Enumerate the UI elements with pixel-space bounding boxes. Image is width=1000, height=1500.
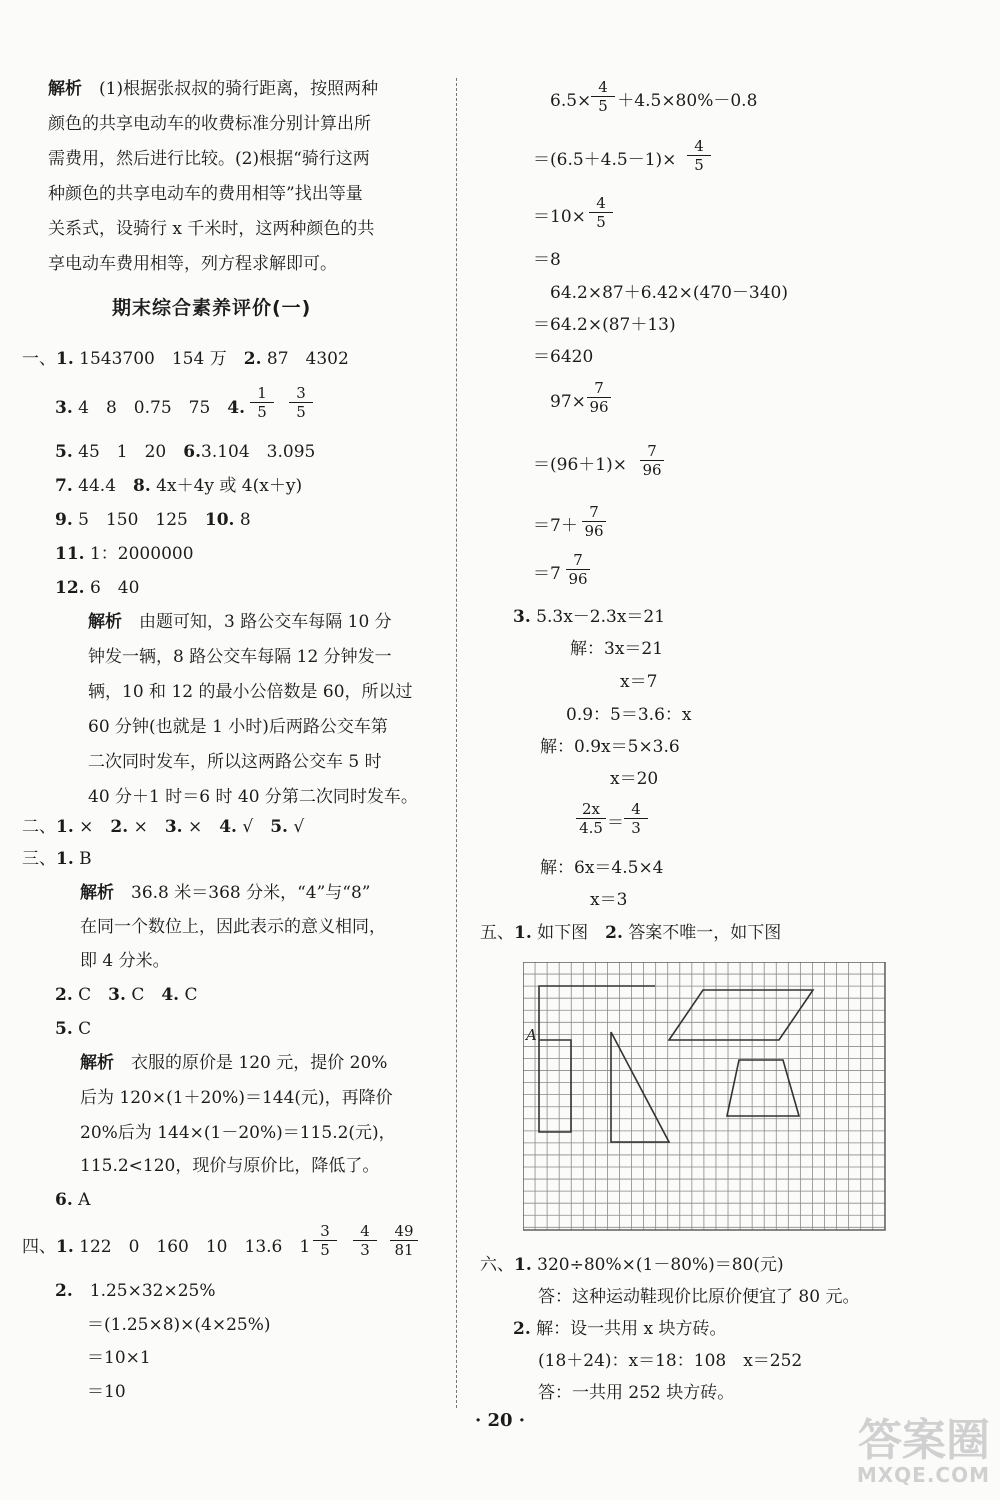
q6-answer: 3.104 3.095 bbox=[201, 442, 316, 462]
choice-answer: A bbox=[78, 1190, 91, 1210]
part3-row2 bbox=[55, 984, 198, 1006]
p5-answer: 答案不唯一，如下图 bbox=[628, 923, 782, 943]
q5-answer: 45 1 20 bbox=[78, 442, 184, 462]
q12-analysis-start bbox=[88, 611, 392, 633]
q-number: 8. bbox=[133, 476, 151, 496]
q3-answer: 4 8 0.75 75 bbox=[78, 398, 228, 418]
calc-line: ＝10×1 bbox=[87, 1348, 151, 1368]
q-number: 4. bbox=[161, 985, 180, 1005]
calc-line: ＝10 bbox=[87, 1382, 126, 1402]
analysis-line: 115.2<120，现价与原价比，降低了。 bbox=[80, 1156, 380, 1176]
point-label: A bbox=[526, 1026, 537, 1044]
denominator: 96 bbox=[568, 570, 588, 588]
p4q1-fraction-3 bbox=[390, 1222, 418, 1259]
calc3-fraction bbox=[587, 379, 611, 416]
numerator: 3 bbox=[313, 1222, 337, 1241]
numerator: 4 bbox=[591, 78, 615, 97]
graph-paper-figure bbox=[523, 962, 887, 1232]
analysis-label: 解析 bbox=[80, 883, 114, 903]
result-line: x＝3 bbox=[590, 890, 628, 910]
watermark-text: 答案圈 bbox=[858, 1415, 990, 1466]
numerator: 4 bbox=[624, 800, 648, 819]
analysis-line: 40 分＋1 时＝6 时 40 分第二次同时发车。 bbox=[88, 787, 418, 807]
calc3-fraction bbox=[640, 442, 664, 479]
q-number: 12. bbox=[55, 578, 85, 598]
denominator: 5 bbox=[257, 403, 267, 421]
calc-line: 1.25×32×25% bbox=[89, 1281, 216, 1301]
q-number: 1. bbox=[56, 817, 74, 837]
parallelogram-shape bbox=[669, 990, 813, 1040]
analysis-line: 衣服的原价是 120 元，提价 20% bbox=[131, 1053, 388, 1073]
analysis-line: 由题可知，3 路公交车每隔 10 分 bbox=[139, 612, 392, 632]
choice-answer: B bbox=[79, 849, 92, 869]
numerator: 7 bbox=[640, 442, 664, 461]
numerator: 49 bbox=[390, 1222, 418, 1241]
q-number: 6. bbox=[55, 1190, 73, 1210]
q-number: 1. bbox=[514, 1255, 532, 1275]
analysis-line: 钟发一辆，8 路公交车每隔 12 分钟发一 bbox=[88, 647, 392, 667]
calc-line: ＝(1.25×8)×(4×25%) bbox=[87, 1315, 271, 1335]
tf-mark: × bbox=[133, 817, 148, 837]
tf-mark: × bbox=[79, 817, 94, 837]
numerator: 1 bbox=[250, 384, 274, 403]
part3-row3 bbox=[55, 1018, 91, 1040]
calc-line: ＝8 bbox=[533, 250, 561, 270]
analysis-block-top bbox=[48, 78, 378, 100]
part3-row1 bbox=[22, 848, 92, 870]
tf-mark: × bbox=[187, 817, 203, 837]
q-number: 1. bbox=[56, 349, 74, 369]
denominator: 96 bbox=[642, 461, 662, 479]
q-number: 4. bbox=[227, 398, 246, 418]
q-number: 3. bbox=[164, 817, 183, 837]
q-number: 9. bbox=[55, 510, 73, 530]
q8-answer: 4x＋4y 或 4(x＋y) bbox=[156, 476, 303, 496]
tf-mark: √ bbox=[293, 817, 305, 837]
analysis-label: 解析 bbox=[80, 1053, 114, 1073]
analysis-line: 种颜色的共享电动车的费用相等”找出等量 bbox=[48, 184, 363, 204]
analysis-line: 二次同时发车，所以这两路公交车 5 时 bbox=[88, 752, 382, 772]
calc1-fraction bbox=[591, 78, 615, 115]
analysis-line: 20%后为 144×(1－20%)＝115.2(元)， bbox=[80, 1123, 396, 1143]
p5-answer: 如下图 bbox=[537, 923, 606, 943]
answer-line: 答：这种运动鞋现价比原价便宜了 80 元。 bbox=[538, 1287, 860, 1307]
q-number: 2. bbox=[605, 923, 623, 943]
calc-line: 64.2×87＋6.42×(470－340) bbox=[550, 283, 788, 303]
q-number: 10. bbox=[204, 510, 235, 530]
calc-line: 97× bbox=[550, 392, 586, 412]
q2-answer: 87 4302 bbox=[266, 349, 349, 369]
denominator: 96 bbox=[589, 398, 609, 416]
calc-line: ＝10× bbox=[533, 207, 586, 227]
analysis-line: 享电动车费用相等，列方程求解即可。 bbox=[48, 254, 337, 274]
denominator: 5 bbox=[598, 97, 608, 115]
analysis-line: 36.8 米＝368 分米，“4”与“8” bbox=[131, 883, 371, 903]
q10-answer: 8 bbox=[239, 510, 251, 530]
q-number: 5. bbox=[55, 1019, 73, 1039]
part1-row1 bbox=[22, 348, 349, 370]
numerator: 4 bbox=[353, 1222, 377, 1241]
denominator: 5 bbox=[296, 403, 306, 421]
numerator: 4 bbox=[687, 137, 711, 156]
part4-label: 四、 bbox=[22, 1237, 56, 1257]
p4q1-mixed-fraction bbox=[313, 1222, 337, 1259]
p4q1-fraction-2 bbox=[353, 1222, 377, 1259]
choice-answer: C bbox=[184, 985, 198, 1005]
denominator: 96 bbox=[584, 522, 604, 540]
analysis-line: 60 分钟(也就是 1 小时)后两路公交车第 bbox=[88, 717, 388, 737]
calc3-fraction bbox=[566, 551, 590, 588]
analysis-line: (1)根据张叔叔的骑行距离，按照两种 bbox=[99, 79, 379, 99]
choice-answer: C bbox=[78, 985, 92, 1005]
denominator: 5 bbox=[694, 156, 704, 174]
eq3-right-fraction bbox=[624, 800, 648, 837]
calc-text: 6.5× bbox=[550, 91, 592, 111]
solution-text: 解：设一共用 x 块方砖。 bbox=[536, 1319, 727, 1339]
section-title: 期末综合素养评价(一) bbox=[112, 297, 312, 319]
q-number: 3. bbox=[108, 985, 126, 1005]
part1-row4 bbox=[55, 475, 302, 497]
eq1-line bbox=[513, 606, 665, 628]
q1-answer: 1543700 154 万 bbox=[79, 349, 244, 369]
analysis-label: 解析 bbox=[48, 79, 82, 99]
analysis-line: 后为 120×(1＋20%)＝144(元)，再降价 bbox=[80, 1088, 393, 1108]
q-number: 6. bbox=[183, 442, 201, 462]
q11-answer: 1：2000000 bbox=[89, 544, 194, 564]
p3q1-analysis-start bbox=[80, 882, 371, 904]
eq3-left-fraction bbox=[576, 800, 606, 837]
denominator: 4.5 bbox=[579, 819, 603, 837]
part2-label: 二、 bbox=[22, 817, 56, 837]
q7-answer: 44.4 bbox=[78, 476, 134, 496]
q12-answer: 6 40 bbox=[89, 578, 140, 598]
part1-row5 bbox=[55, 509, 251, 531]
q-number: 3. bbox=[55, 398, 73, 418]
q-number: 1. bbox=[56, 1237, 74, 1257]
calc-line: ＝(96＋1)× bbox=[533, 455, 627, 475]
part5-row bbox=[480, 922, 781, 944]
part1-row7 bbox=[55, 577, 139, 599]
denominator: 3 bbox=[631, 819, 641, 837]
q-number: 2. bbox=[513, 1319, 531, 1339]
calc-text: ＋4.5×80%－0.8 bbox=[617, 91, 758, 111]
q-number: 5. bbox=[270, 817, 288, 837]
q-number: 3. bbox=[513, 607, 531, 627]
q-number: 2. bbox=[55, 1281, 73, 1301]
analysis-line: 需费用，然后进行比较。(2)根据“骑行这两 bbox=[48, 149, 370, 169]
numerator: 2x bbox=[576, 800, 606, 819]
part1-label: 一、 bbox=[22, 349, 56, 369]
calc-line: ＝(6.5＋4.5－1)× bbox=[533, 150, 677, 170]
q9-answer: 5 150 125 bbox=[78, 510, 205, 530]
equation: 0.9：5＝3.6：x bbox=[566, 705, 692, 725]
result-line: x＝20 bbox=[610, 769, 659, 789]
q-number: 7. bbox=[55, 476, 73, 496]
calc-line: ＝64.2×(87＋13) bbox=[533, 315, 676, 335]
partial-figure-lines bbox=[539, 986, 655, 1040]
column-divider bbox=[456, 78, 457, 1408]
analysis-line: 颜色的共享电动车的收费标准分别计算出所 bbox=[48, 114, 371, 134]
solution-line: 解：6x＝4.5×4 bbox=[540, 858, 664, 878]
calc-line: ＝7＋ bbox=[533, 516, 578, 536]
answer-line: 答：一共用 252 块方砖。 bbox=[538, 1383, 735, 1403]
calc-line: (18＋24)：x＝18：108 x＝252 bbox=[538, 1351, 803, 1371]
rectangle-shape bbox=[539, 1040, 571, 1132]
watermark-url: MXQE.COM bbox=[856, 1463, 990, 1487]
solution-line: 解：0.9x＝5×3.6 bbox=[540, 737, 680, 757]
part2-row bbox=[22, 816, 304, 838]
numerator: 7 bbox=[566, 551, 590, 570]
q-number: 4. bbox=[219, 817, 237, 837]
result-line: x＝7 bbox=[620, 672, 658, 692]
calc1-line1 bbox=[550, 90, 757, 112]
q-number: 2. bbox=[243, 349, 262, 369]
calc3-fraction bbox=[582, 503, 606, 540]
calc-line: ＝6420 bbox=[533, 347, 594, 367]
equals-sign: ＝ bbox=[607, 813, 624, 833]
part3-row4 bbox=[55, 1189, 90, 1211]
q-number: 1. bbox=[514, 923, 532, 943]
q-number: 1. bbox=[56, 849, 74, 869]
calc1-fraction bbox=[687, 137, 711, 174]
q4-fraction-2 bbox=[289, 384, 313, 421]
p6q2-sol-line bbox=[513, 1318, 727, 1340]
tf-mark: √ bbox=[242, 817, 254, 837]
part4-row1 bbox=[22, 1236, 310, 1258]
numerator: 7 bbox=[582, 503, 606, 522]
part6-label: 六、 bbox=[480, 1255, 514, 1275]
denominator: 5 bbox=[320, 1241, 330, 1259]
q-number: 11. bbox=[55, 544, 85, 564]
numerator: 4 bbox=[589, 194, 613, 213]
denominator: 81 bbox=[394, 1241, 414, 1259]
part1-row3 bbox=[55, 441, 315, 463]
solution-line: 解：3x＝21 bbox=[570, 639, 664, 659]
equation: 5.3x－2.3x＝21 bbox=[536, 607, 666, 627]
analysis-line: 辆，10 和 12 的最小公倍数是 60，所以过 bbox=[88, 682, 413, 702]
q-number: 2. bbox=[110, 817, 129, 837]
calc1-fraction bbox=[589, 194, 613, 231]
part1-row2 bbox=[55, 397, 245, 419]
grid-lines bbox=[523, 962, 885, 1230]
analysis-line: 关系式，设骑行 x 千米时，这两种颜色的共 bbox=[48, 219, 375, 239]
p4q2-line1 bbox=[55, 1280, 216, 1302]
analysis-label: 解析 bbox=[88, 612, 122, 632]
analysis-line: 在同一个数位上，因此表示的意义相同， bbox=[80, 917, 386, 937]
calc-text: 320÷80%×(1－80%)＝80(元) bbox=[537, 1255, 784, 1275]
q-number: 5. bbox=[55, 442, 73, 462]
q-number: 2. bbox=[55, 985, 73, 1005]
page-number: · 20 · bbox=[474, 1410, 526, 1431]
analysis-line: 即 4 分米。 bbox=[80, 951, 170, 971]
part3-label: 三、 bbox=[22, 849, 56, 869]
p3q5-analysis-start bbox=[80, 1052, 387, 1074]
denominator: 5 bbox=[596, 213, 606, 231]
denominator: 3 bbox=[360, 1241, 370, 1259]
numerator: 3 bbox=[289, 384, 313, 403]
choice-answer: C bbox=[78, 1019, 92, 1039]
choice-answer: C bbox=[131, 985, 145, 1005]
calc-line: ＝7 bbox=[533, 564, 561, 584]
numerator: 7 bbox=[587, 379, 611, 398]
p4q1-answers: 122 0 160 10 13.6 1 bbox=[79, 1237, 311, 1257]
p6q1-calc-line bbox=[480, 1254, 784, 1276]
part5-label: 五、 bbox=[480, 923, 514, 943]
part1-row6 bbox=[55, 543, 194, 565]
watermark-logo bbox=[820, 1415, 990, 1496]
q4-fraction-1 bbox=[250, 384, 274, 421]
